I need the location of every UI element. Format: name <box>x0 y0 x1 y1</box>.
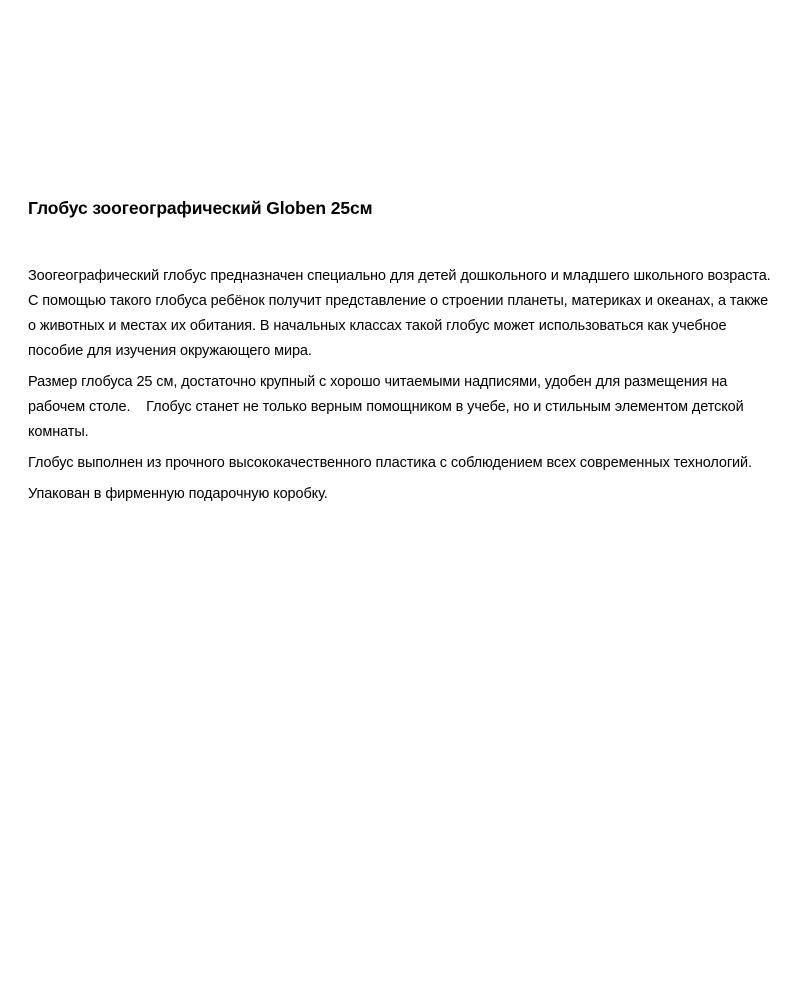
paragraph-packaging: Упакован в фирменную подарочную коробку. <box>28 486 328 502</box>
page-title: Глобус зоогеографический Globen 25см <box>28 198 373 218</box>
paragraph-description: Зоогеографический глобус предназначен специально для детей дошкольного и младшего школьного возраста. С помощью такого глобуса ребёнок получит представление о строении планеты, материках и океанах, а также о животных и местах их обитания. В начальных классах такой глобус может использоваться как учебное пособие для изучения окружающего мира. <box>28 268 775 359</box>
paragraph-material: Глобус выполнен из прочного высококачественного пластика с соблюдением всех современных технологий. <box>28 455 752 471</box>
paragraph-size: Размер глобуса 25 см, достаточно крупный с хорошо читаемыми надписями, удобен для размещения на рабочем столе. Глобус станет не только верным помощником в учебе, но и стильным элементом детской комнаты. <box>28 374 748 440</box>
document-page <box>0 196 800 996</box>
